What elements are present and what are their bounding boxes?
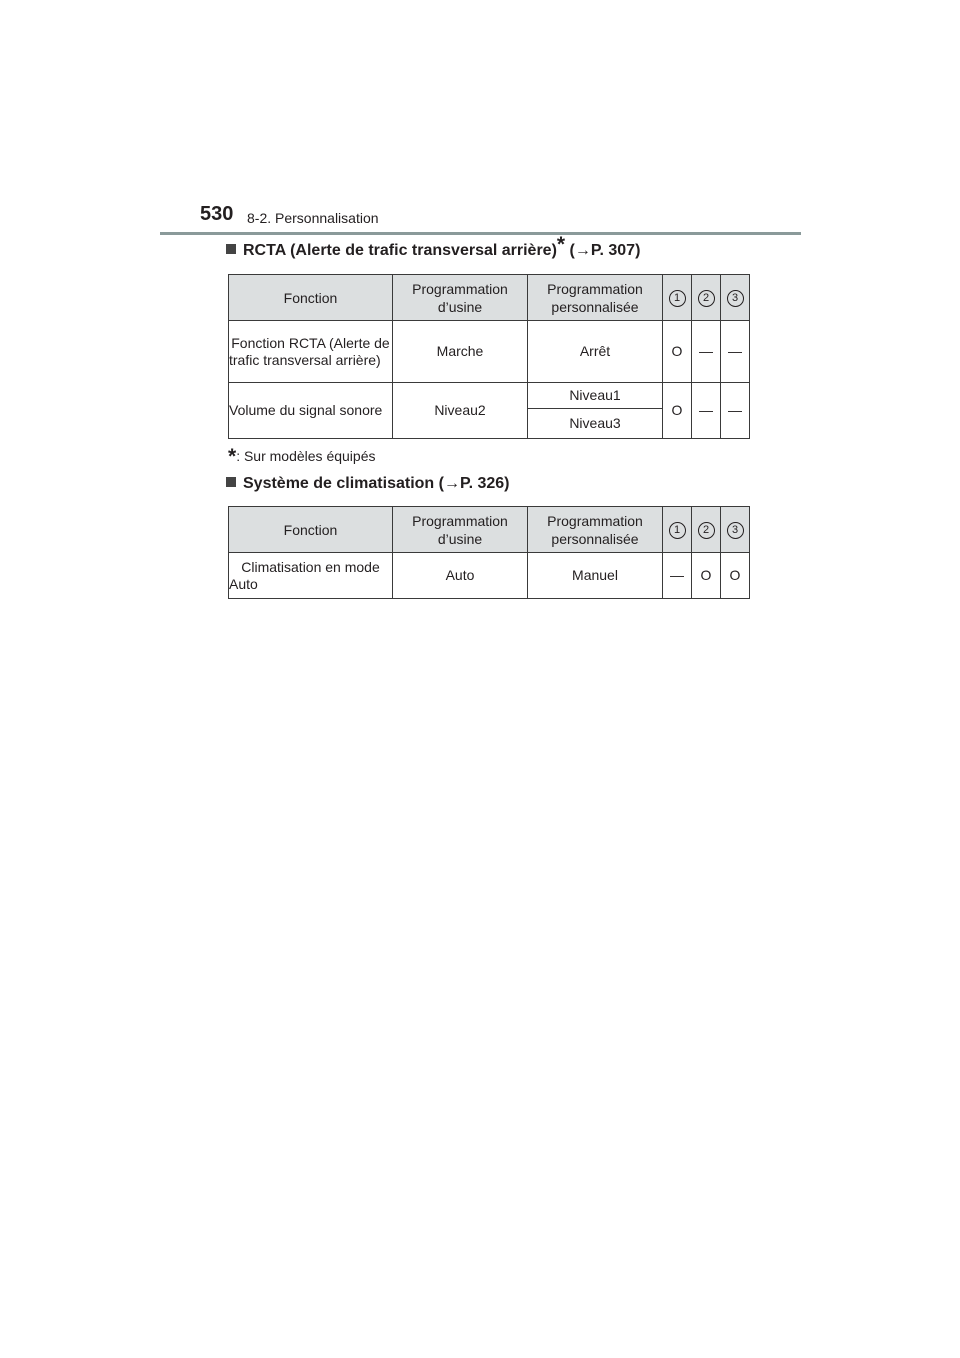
footnote-star-marker: *: [556, 233, 566, 256]
cell-usine: Marche: [393, 321, 528, 383]
cell-method-2: —: [692, 321, 721, 383]
table-header-row: [229, 275, 750, 321]
column-header-fonction: Fonction: [229, 275, 393, 321]
column-header-programmation-personnalisee: Programmation personnalisée: [528, 275, 663, 321]
page-reference: (→P. 326): [438, 475, 510, 492]
header-divider: [160, 232, 801, 235]
footnote-text: : Sur modèles équipés: [236, 448, 376, 464]
cell-method-1: —: [663, 553, 692, 599]
cell-method-3: O: [721, 553, 750, 599]
cell-method-1: O: [663, 321, 692, 383]
cell-perso: Manuel: [528, 553, 663, 599]
circled-number-3-icon: 3: [727, 522, 744, 539]
section-heading-rcta: [226, 233, 641, 260]
footnote: [228, 445, 376, 468]
table-row: [229, 321, 750, 383]
column-header-programmation-usine: Programmation d’usine: [393, 507, 528, 553]
cell-usine: Niveau2: [393, 383, 528, 439]
heading-text: Système de climatisation: [243, 475, 435, 492]
cell-method-3: —: [721, 321, 750, 383]
table-header-row: [229, 507, 750, 553]
cell-method-2: O: [692, 553, 721, 599]
section-breadcrumb: 8-2. Personnalisation: [247, 210, 379, 226]
circled-number-1-icon: 1: [669, 522, 686, 539]
cell-perso-option-2: Niveau3: [528, 409, 663, 439]
column-header-programmation-personnalisee: Programmation personnalisée: [528, 507, 663, 553]
column-header-method-1: [663, 275, 692, 321]
page-reference: (→P. 307): [569, 242, 641, 259]
cell-method-3: —: [721, 383, 750, 439]
column-header-method-1: [663, 507, 692, 553]
square-bullet-icon: [226, 244, 236, 254]
section-heading-climatisation: [226, 475, 510, 493]
cell-perso: Arrêt: [528, 321, 663, 383]
square-bullet-icon: [226, 477, 236, 487]
column-header-method-2: [692, 275, 721, 321]
column-header-method-2: [692, 507, 721, 553]
column-header-fonction: Fonction: [229, 507, 393, 553]
table-row: [229, 383, 750, 409]
cell-fonction: Fonction RCTA (Alerte de trafic transversal arrière): [229, 321, 393, 383]
cell-perso-option-1: Niveau1: [528, 383, 663, 409]
cell-method-1: O: [663, 383, 692, 439]
page-number: 530: [200, 203, 234, 225]
climatisation-settings-table: [228, 506, 750, 599]
heading-text: RCTA (Alerte de trafic transversal arrière): [243, 242, 557, 259]
rcta-settings-table: [228, 274, 750, 439]
circled-number-1-icon: 1: [669, 290, 686, 307]
circled-number-3-icon: 3: [727, 290, 744, 307]
cell-method-2: —: [692, 383, 721, 439]
cell-fonction: Volume du signal sonore: [229, 383, 393, 439]
column-header-method-3: [721, 507, 750, 553]
column-header-method-3: [721, 275, 750, 321]
circled-number-2-icon: 2: [698, 290, 715, 307]
cell-usine: Auto: [393, 553, 528, 599]
circled-number-2-icon: 2: [698, 522, 715, 539]
cell-fonction: Climatisation en mode Auto: [229, 553, 393, 599]
column-header-programmation-usine: Programmation d’usine: [393, 275, 528, 321]
footnote-star: *: [228, 445, 237, 468]
table-row: [229, 553, 750, 599]
